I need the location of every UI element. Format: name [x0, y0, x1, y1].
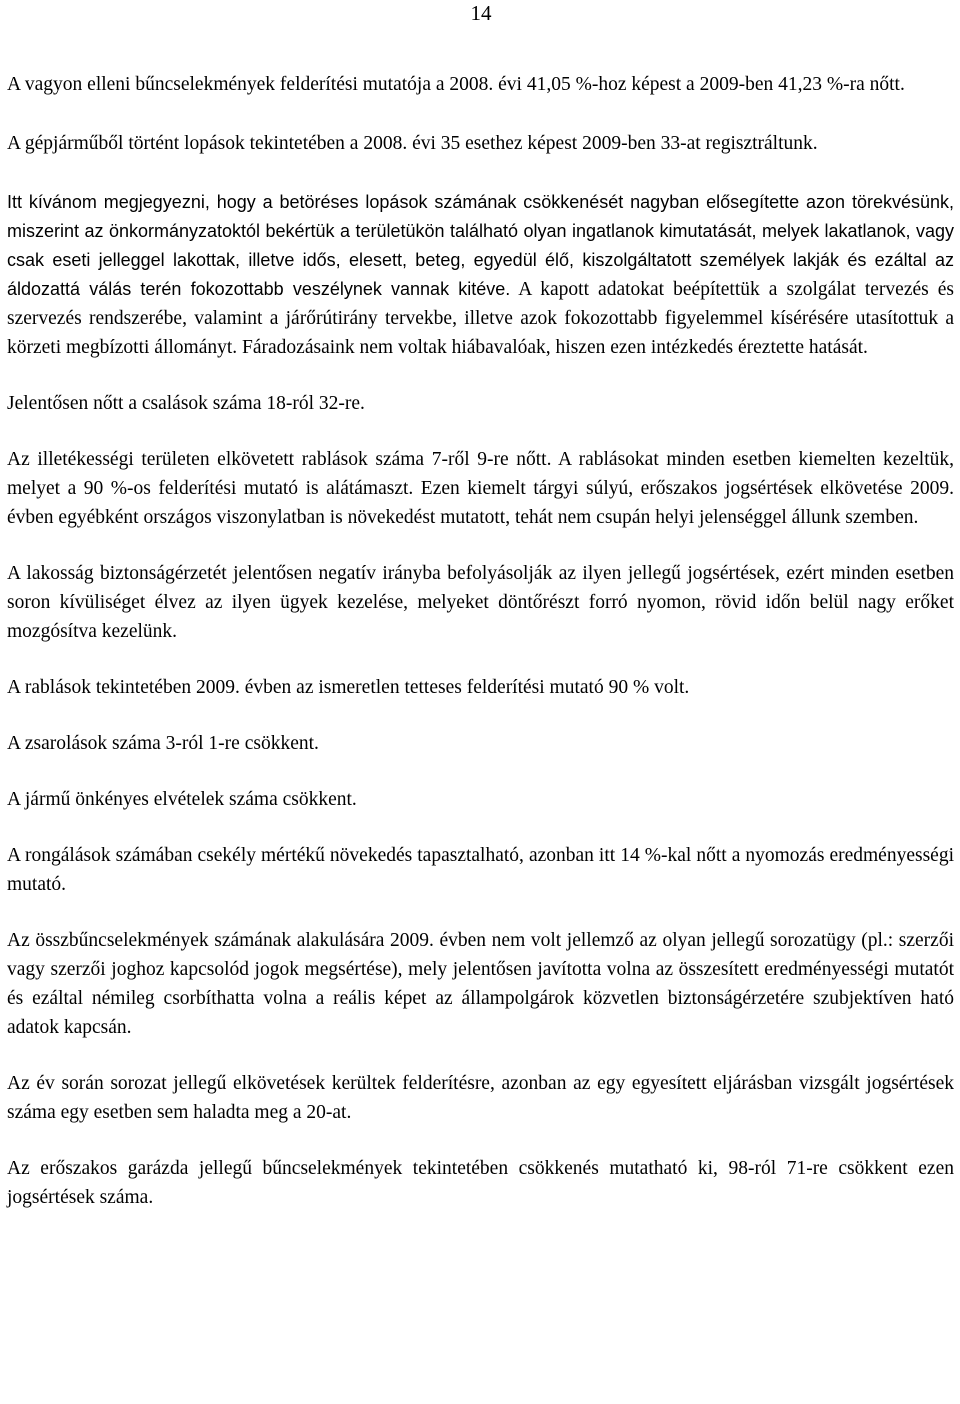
paragraph-burglary-prevention-serif-part: A kapott adatokat beépítettük a szolgálat tervezés és szervezés rendszerébe, valamint a járőrútirány tervekbe, illetve azok fokozottabb figyelemmel kísérésére utasítottuk a körzeti megbízotti állományt. Fáradozásaink nem voltak hiábavalóak, hiszen ezen intézkedés éreztette hatását.: [7, 279, 954, 358]
paragraph-vandalism: A rongálások számában csekély mértékű növekedés tapasztalható, azonban itt 14 %-kal nőtt a nyomozás eredményességi mutató.: [7, 845, 954, 895]
paragraph-robbery-detection: A rablások tekintetében 2009. évben az ismeretlen tetteses felderítési mutató 90 % volt.: [7, 677, 690, 698]
paragraph-burglary-prevention-sans-part: Itt kívánom megjegyezni, hogy a betöréses lopások számának csökkenését nagyban elősegítette azon törekvésünk, miszerint az önkormányzatoktól bekértük a területükön található olyan ingatlanok kimutatását, melyek lakatlanok, vagy csak eseti jelleggel lakottak, illetve idős, elesett, beteg, egyedül élő, kiszolgáltatott személyek lakják és ezáltal az áldozattá válás terén fokozottabb veszélynek vannak kitéve.: [7, 192, 954, 299]
paragraph-burglary-prevention: [7, 188, 954, 362]
page-number: 14: [470, 1, 492, 25]
paragraph-violent-disorderly: Az erőszakos garázda jellegű bűncselekmények tekintetében csökkenés mutatható ki, 98-ról 71-re csökkent ezen jogsértések száma.: [7, 1158, 954, 1208]
paragraph-robbery: Az illetékességi területen elkövetett rablások száma 7-ről 9-re nőtt. A rablásokat minden esetben kiemelten kezeltük, melyet a 90 %-os felderítési mutató is alátámaszt. Ezen kiemelt tárgyi súlyú, erőszakos jogsértések elkövetése 2009. évben egyébként országos viszonylatban is növekedést mutatott, tehát nem csupán helyi jelenséggel állunk szemben.: [7, 449, 954, 528]
paragraph-fraud: Jelentősen nőtt a csalások száma 18-ról 32-re.: [7, 393, 365, 414]
paragraph-overall-crime: Az összbűncselekmények számának alakulására 2009. évben nem volt jellemző az olyan jellegű sorozatügy (pl.: szerzői vagy szerzői joghoz kapcsolód jogok megsértése), mely jelentősen javította volna az összesített eredményességi mutatót és ezáltal némileg csorbíthatta volna a reális képet az állampolgárok közvetlen biztonságérzetére szubjektíven ható adatok kapcsán.: [7, 930, 954, 1038]
paragraph-vehicle-taking: A jármű önkényes elvételek száma csökkent.: [7, 789, 357, 810]
paragraph-extortion: A zsarolások száma 3-ról 1-re csökkent.: [7, 733, 319, 754]
paragraph-vehicle-theft: A gépjárműből történt lopások tekintetében a 2008. évi 35 esethez képest 2009-ben 33-at regisztráltunk.: [7, 133, 818, 154]
paragraph-serial-offences: Az év során sorozat jellegű elkövetések kerültek felderítésre, azonban az egy egyesített eljárásban vizsgált jogsértések száma egy esetben sem haladta meg a 20-at.: [7, 1073, 954, 1123]
paragraph-property-crime-rate: A vagyon elleni bűncselekmények felderítési mutatója a 2008. évi 41,05 %-hoz képest a 2009-ben 41,23 %-ra nőtt.: [7, 74, 905, 95]
paragraph-public-safety: A lakosság biztonságérzetét jelentősen negatív irányba befolyásolják az ilyen jellegű jogsértések, ezért minden esetben soron kívüliséget élvez az ilyen ügyek kezelése, melyeket döntőrészt forró nyomon, rövid időn belül nagy erőket mozgósítva kezelünk.: [7, 563, 954, 642]
document-body: [7, 70, 954, 1239]
